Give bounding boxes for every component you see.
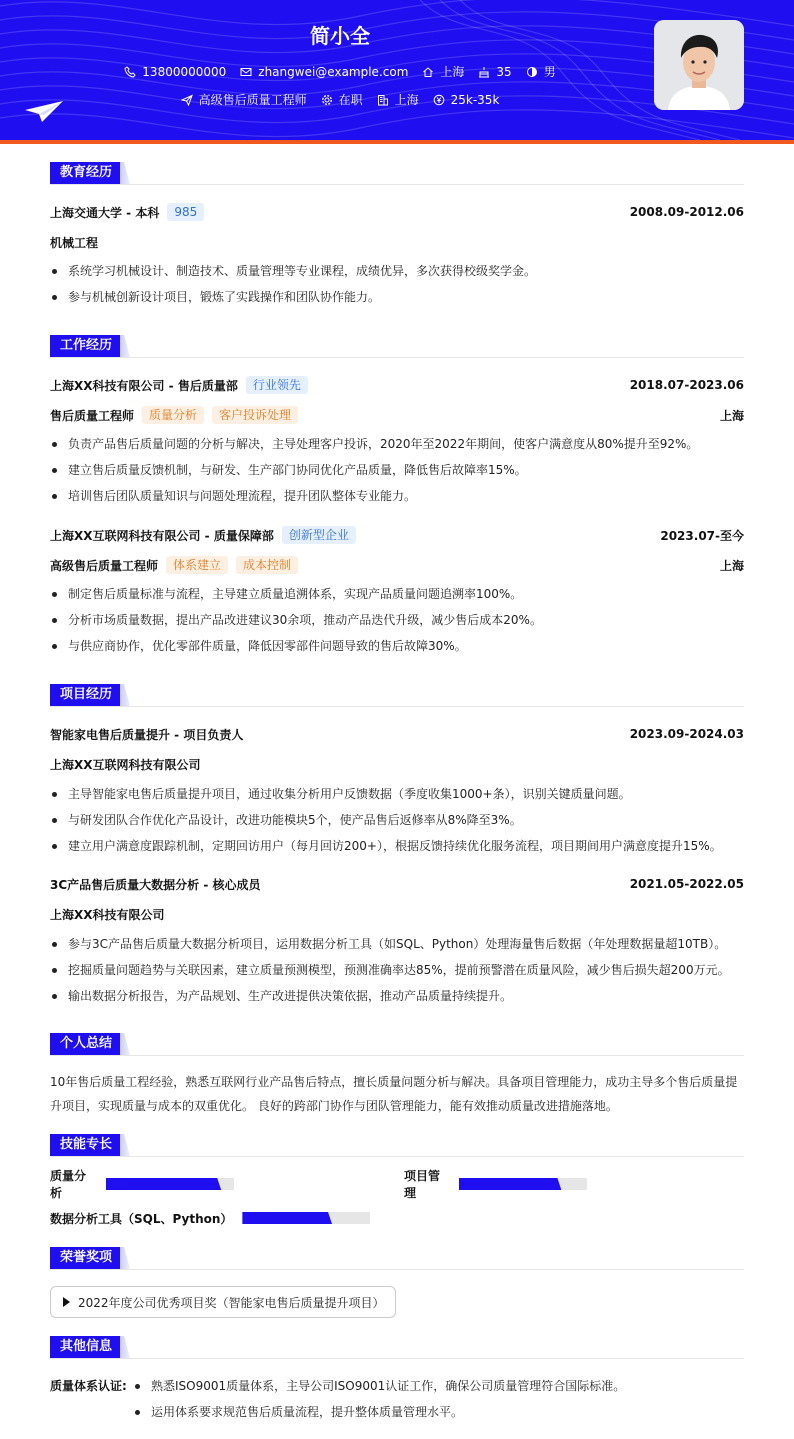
summary-line: 升项目，实现质量与成本的双重优化。 良好的跨部门协作与团队管理能力，能有效推动质量改进措施落地。 (50, 1099, 618, 1113)
project-date: 2023.09-2024.03 (629, 727, 744, 741)
money-icon (433, 94, 445, 106)
work-city: 上海 (719, 408, 744, 423)
phone-text: 13800000000 (142, 64, 227, 79)
role-tag: 客户投诉处理 (212, 406, 298, 424)
list-item: 系统学习机械设计、制造技术、质量管理等专业课程，成绩优异，多次获得校级奖学金。 (50, 262, 744, 280)
resume-header (0, 0, 794, 140)
award-text: 2022年度公司优秀项目奖（智能家电售后质量提升项目） (78, 1295, 385, 1310)
list-item: 熟悉ISO9001质量体系，主导公司ISO9001认证工作，确保公司质量管理符合国际标准。 (133, 1377, 744, 1395)
location-info (422, 63, 464, 80)
work-role-row (50, 555, 744, 575)
paper-plane-icon (24, 100, 64, 124)
role-tag: 质量分析 (142, 406, 204, 424)
cake-icon (478, 66, 490, 78)
skill-bar (459, 1178, 587, 1190)
section-divider (50, 1055, 744, 1056)
major-name: 机械工程 (50, 235, 99, 250)
contact-row (0, 63, 680, 80)
age-info (478, 65, 511, 79)
list-item: 运用体系要求规范售后质量流程，提升整体质量管理水平。 (133, 1403, 744, 1421)
section-divider (50, 1358, 744, 1359)
list-item: 参与3C产品售后质量大数据分析项目，运用数据分析工具（如SQL、Python）处理海量售后数据（年处理数据量超10TB）。 (50, 935, 744, 953)
section-other (50, 1336, 744, 1358)
section-projects (50, 684, 744, 706)
profile-photo (654, 20, 744, 110)
education-date: 2008.09-2012.06 (629, 205, 744, 219)
company-tag: 行业领先 (246, 376, 308, 394)
list-item: 与研发团队合作优化产品设计，改进功能模块5个，使产品售后返修率从8%降至3%。 (50, 811, 744, 829)
work-date: 2018.07-2023.06 (629, 378, 744, 392)
list-item: 分析市场质量数据，提出产品改进建议30余项，推动产品迭代升级，减少售后成本20%。 (50, 611, 744, 629)
project-row (50, 874, 744, 894)
project-company-row (50, 904, 744, 924)
home-icon (422, 66, 434, 78)
list-item: 与供应商协作，优化零部件质量，降低因零部件问题导致的售后故障30%。 (50, 637, 744, 655)
role-tag: 成本控制 (236, 556, 298, 574)
gender-info (526, 63, 556, 80)
work-city: 上海 (719, 558, 744, 573)
school-tag: 985 (167, 203, 204, 221)
skill-name: 项目管理 (404, 1169, 441, 1200)
city-info (377, 91, 419, 108)
section-work (50, 335, 744, 357)
list-item: 挖掘质量问题趋势与关联因素，建立质量预测模型，预测准确率达85%，提前预警潜在质量风险，减少售后损失超200万元。 (50, 961, 744, 979)
position-info (181, 91, 307, 108)
project-date: 2021.05-2022.05 (629, 877, 744, 891)
section-divider (50, 1156, 744, 1157)
skill-item (50, 1208, 370, 1228)
project-company-row (50, 754, 744, 774)
role-name: 高级售后质量工程师 (50, 558, 159, 573)
job-row (0, 91, 680, 108)
candidate-name: 简小全 (310, 24, 370, 48)
title-tail (120, 1033, 130, 1055)
section-title: 个人总结 (50, 1033, 122, 1055)
phone-info (124, 65, 226, 79)
section-divider (50, 706, 744, 707)
list-item: 主导智能家电售后质量提升项目，通过收集分析用户反馈数据（季度收集1000+条），识别关键质量问题。 (50, 785, 744, 803)
status-info (321, 91, 363, 108)
section-divider (50, 1269, 744, 1270)
email-text: zhangwei@example.com (258, 64, 409, 79)
education-row (50, 202, 744, 222)
skill-name: 质量分析 (50, 1169, 87, 1200)
list-item: 建立用户满意度跟踪机制，定期回访用户（每月回访200+），根据反馈持续优化服务流程，项目期间用户满意度提升15%。 (50, 837, 744, 855)
location-text: 上海 (440, 65, 465, 79)
mail-icon (240, 66, 252, 78)
title-tail (120, 1134, 130, 1156)
title-tail (120, 1247, 130, 1269)
skill-bar (242, 1212, 370, 1224)
gender-text: 男 (543, 65, 556, 79)
school-name: 上海交通大学 - 本科 (50, 205, 160, 220)
section-divider (50, 357, 744, 358)
title-tail (120, 335, 130, 357)
section-title: 技能专长 (50, 1134, 122, 1156)
section-title: 荣誉奖项 (50, 1247, 122, 1269)
header-accent-stripe (0, 140, 794, 144)
section-education (50, 162, 744, 184)
company-name: 上海XX互联网科技有限公司 - 质量保障部 (50, 528, 274, 543)
role-tag: 体系建立 (166, 556, 228, 574)
list-item: 参与机械创新设计项目，锻炼了实践操作和团队协作能力。 (50, 288, 744, 306)
company-tag: 创新型企业 (282, 526, 356, 544)
building-icon (377, 94, 389, 106)
skill-name: 数据分析工具（SQL、Python） (50, 1211, 233, 1226)
project-company: 上海XX互联网科技有限公司 (50, 757, 201, 772)
skill-bar (106, 1178, 234, 1190)
work-company-row (50, 375, 744, 395)
skill-bar-fill (242, 1212, 332, 1224)
project-name: 智能家电售后质量提升 - 项目负责人 (50, 727, 244, 742)
salary-info (433, 93, 500, 107)
work-role-row (50, 405, 744, 425)
gender-icon (526, 66, 538, 78)
title-tail (120, 684, 130, 706)
project-company: 上海XX科技有限公司 (50, 907, 165, 922)
position-text: 高级售后质量工程师 (198, 93, 307, 107)
avatar-icon (654, 20, 744, 110)
section-divider (50, 184, 744, 185)
role-name: 售后质量工程师 (50, 408, 135, 423)
section-title: 教育经历 (50, 162, 122, 184)
age-text: 35 (496, 64, 512, 79)
salary-text: 25k-35k (450, 92, 500, 107)
major-row (50, 232, 744, 252)
work-date: 2023.07-至今 (660, 528, 744, 543)
section-title: 其他信息 (50, 1336, 122, 1358)
section-title: 工作经历 (50, 335, 122, 357)
other-label: 质量体系认证: (50, 1379, 127, 1393)
project-row (50, 724, 744, 744)
section-skills (50, 1134, 744, 1156)
title-tail (120, 162, 130, 184)
list-item: 制定售后质量标准与流程，主导建立质量追溯体系，实现产品质量问题追溯率100%。 (50, 585, 744, 603)
title-tail (120, 1336, 130, 1358)
award-item[interactable] (50, 1286, 396, 1318)
work-company-row (50, 525, 744, 545)
list-item: 培训售后团队质量知识与问题处理流程，提升团队整体专业能力。 (50, 487, 744, 505)
skill-item (50, 1169, 234, 1200)
company-name: 上海XX科技有限公司 - 售后质量部 (50, 378, 238, 393)
skill-item (404, 1169, 587, 1200)
summary-line: 10年售后质量工程经验，熟悉互联网行业产品售后特点，擅长质量问题分析与解决。具备项目管理能力，成功主导多个售后质量提 (50, 1075, 738, 1089)
section-summary (50, 1033, 744, 1055)
list-item: 负责产品售后质量问题的分析与解决，主导处理客户投诉，2020年至2022年期间，使客户满意度从80%提升至92%。 (50, 435, 744, 453)
status-text: 在职 (338, 93, 363, 107)
list-item: 建立售后质量反馈机制，与研发、生产部门协同优化产品质量，降低售后故障率15%。 (50, 461, 744, 479)
section-title: 项目经历 (50, 684, 122, 706)
list-item: 输出数据分析报告，为产品规划、生产改进提供决策依据，推动产品质量持续提升。 (50, 987, 744, 1005)
phone-icon (124, 66, 136, 78)
section-awards (50, 1247, 744, 1269)
email-info (240, 65, 408, 79)
skill-bar-fill (106, 1178, 221, 1190)
expand-arrow-icon[interactable] (63, 1297, 70, 1307)
skill-bar-fill (459, 1178, 561, 1190)
city-text: 上海 (394, 93, 419, 107)
send-icon (181, 94, 193, 106)
gear-icon (321, 94, 333, 106)
project-name: 3C产品售后质量大数据分析 - 核心成员 (50, 877, 261, 892)
